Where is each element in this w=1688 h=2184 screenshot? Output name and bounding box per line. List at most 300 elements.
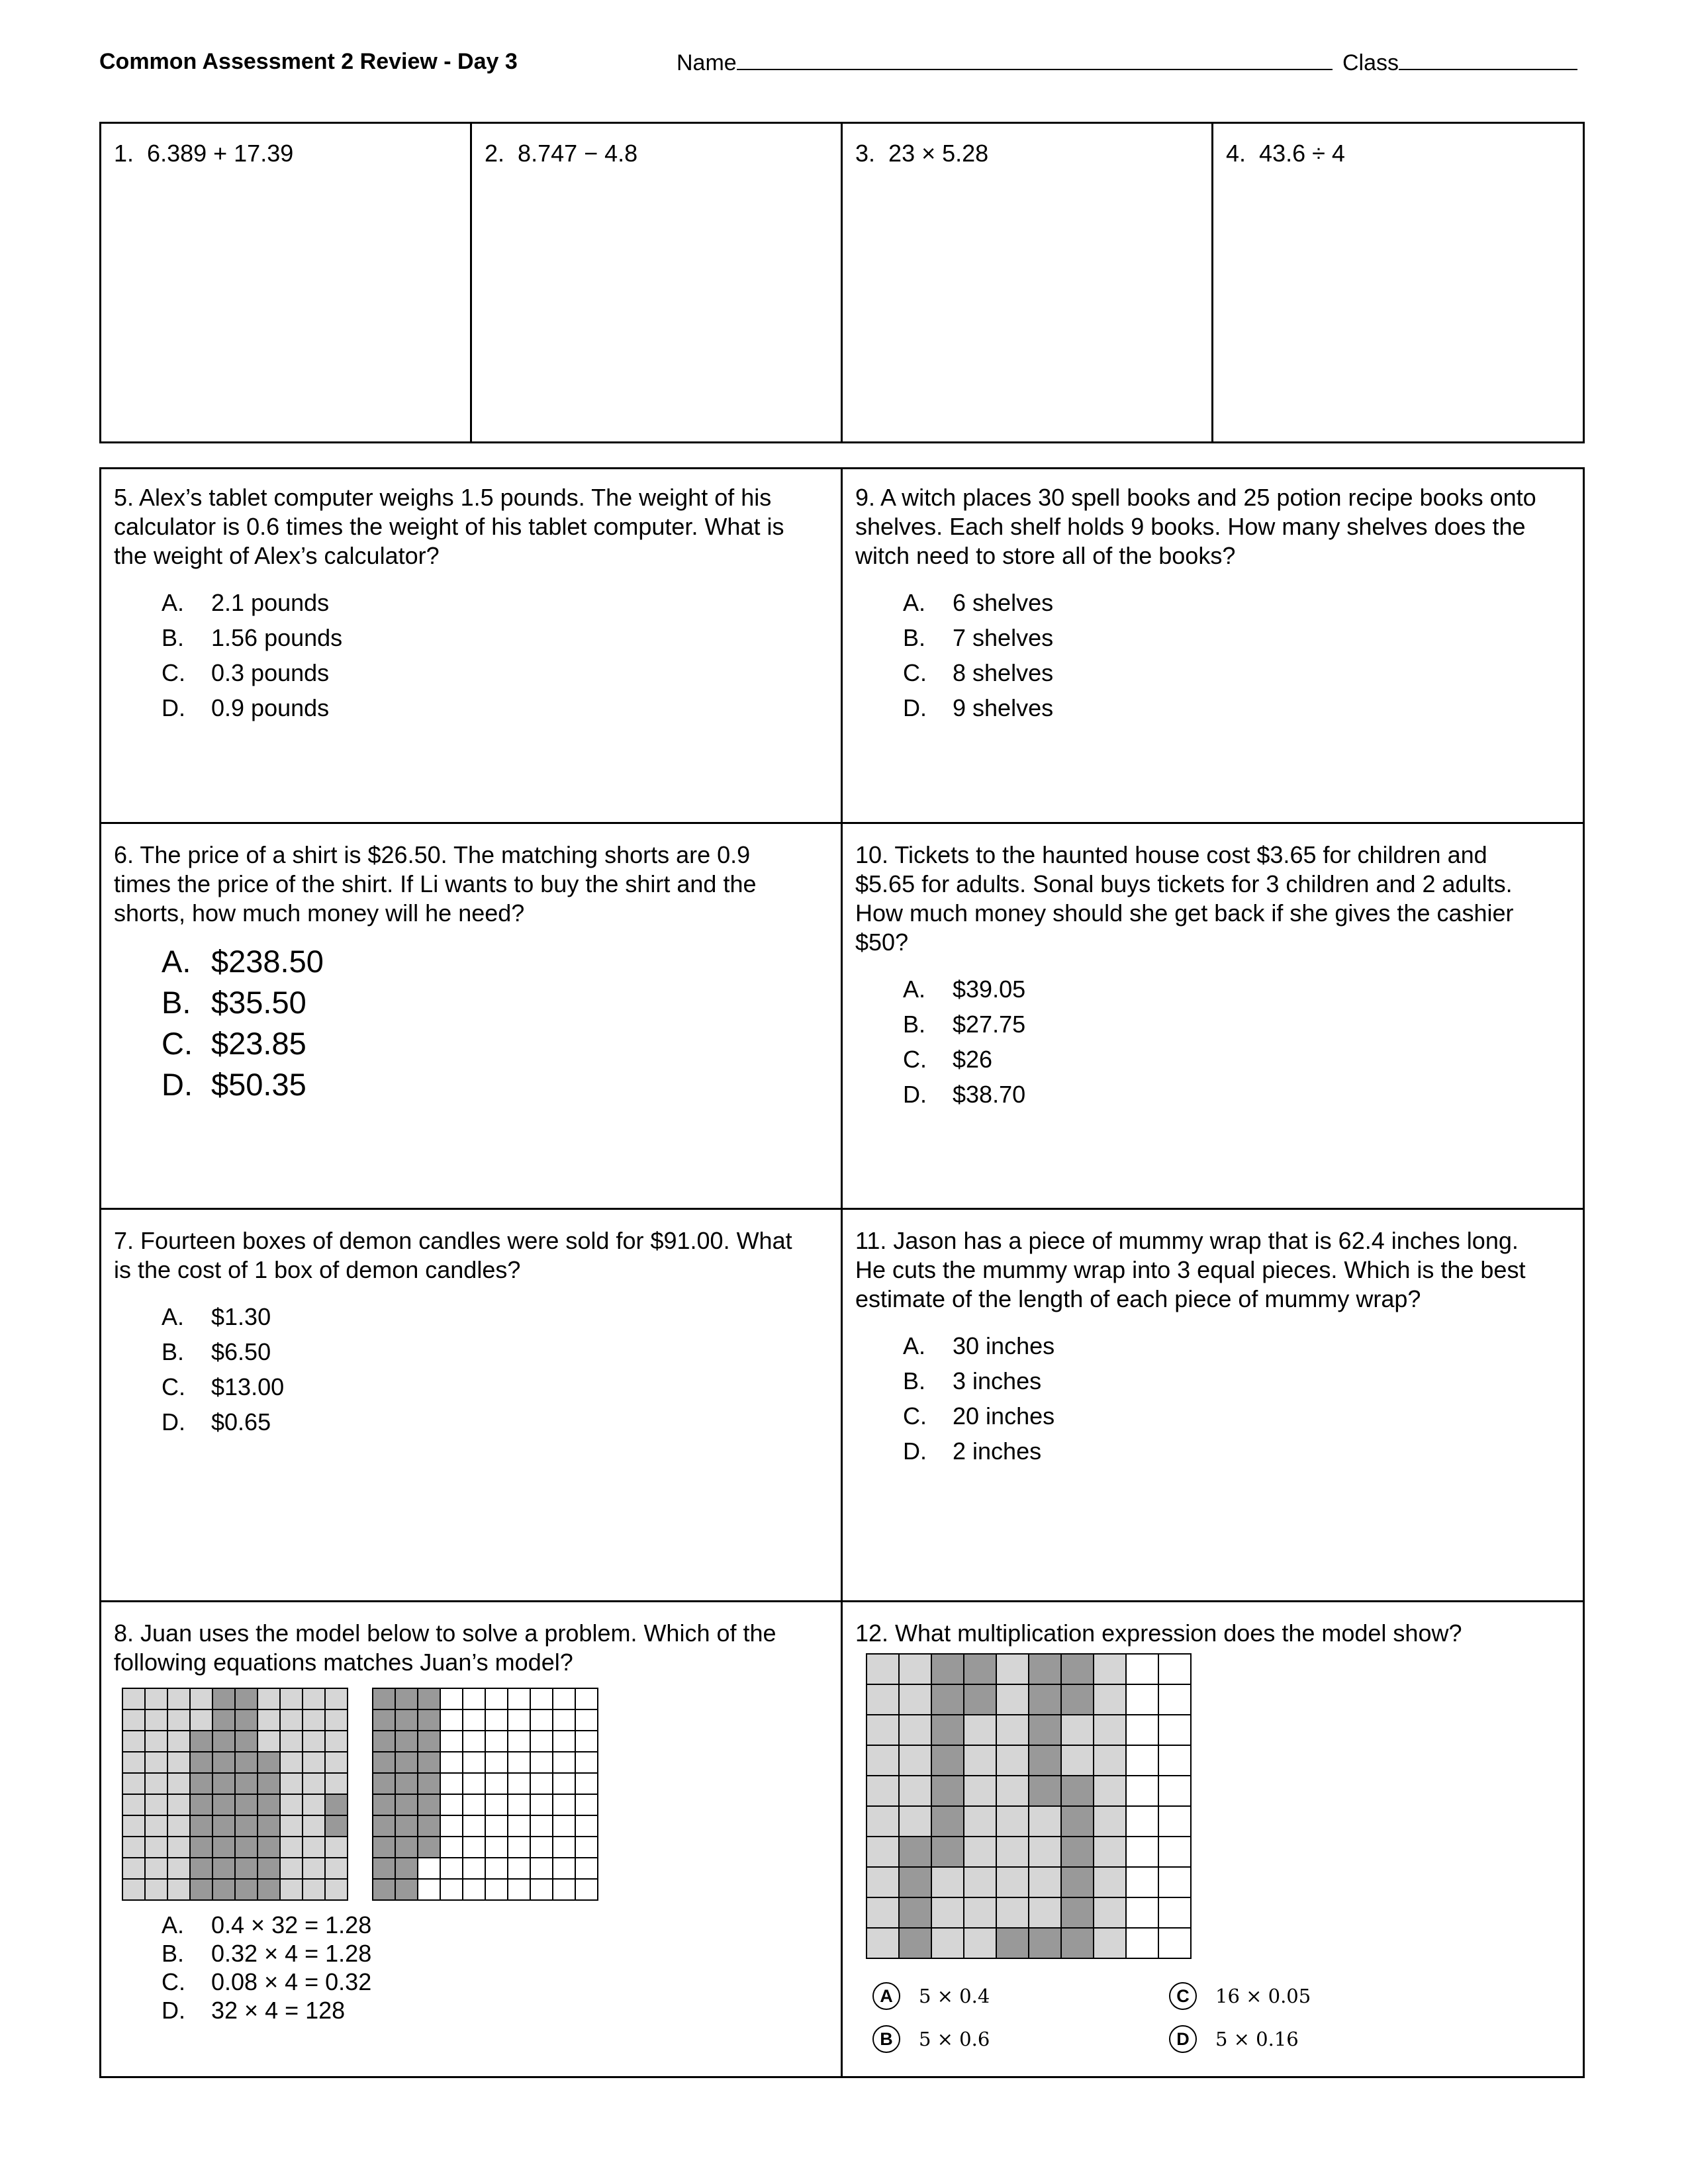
grid-cell	[931, 1897, 964, 1928]
grid-cell	[1094, 1897, 1126, 1928]
grid-cell	[899, 1776, 931, 1806]
grid-cell	[508, 1879, 530, 1900]
grid-cell	[964, 1776, 996, 1806]
option-c-circle-icon: C	[1169, 1982, 1197, 2010]
grid-cell	[553, 1837, 575, 1858]
grid-cell	[931, 1654, 964, 1684]
grid-cell	[996, 1806, 1029, 1837]
worksheet-title: Common Assessment 2 Review - Day 3	[99, 49, 518, 74]
grid-cell	[258, 1879, 280, 1900]
grid-cell	[303, 1773, 325, 1794]
grid-cell	[931, 1806, 964, 1837]
grid-cell	[212, 1837, 235, 1858]
grid-cell	[145, 1879, 167, 1900]
grid-cell	[1094, 1928, 1126, 1958]
grid-cell	[508, 1837, 530, 1858]
grid-cell	[440, 1837, 463, 1858]
grid-cell	[122, 1731, 145, 1752]
grid-cell	[899, 1837, 931, 1867]
grid-cell	[1061, 1806, 1094, 1837]
grid-cell	[122, 1837, 145, 1858]
grid-cell	[575, 1858, 598, 1879]
grid-cell	[418, 1837, 440, 1858]
grid-cell	[931, 1867, 964, 1897]
grid-cell	[463, 1858, 485, 1879]
grid-cell	[418, 1794, 440, 1815]
grid-cell	[122, 1709, 145, 1731]
question-11: 11. Jason has a piece of mummy wrap that is 62.4 inches long. He cuts the mummy wrap into 3 equal pieces. Which is the best estimate of the length of each piece of mummy wrap? A. 30 inches B. 3 inches C. 20 inches D. 2 inches	[855, 1226, 1525, 1469]
grid-cell	[167, 1794, 190, 1815]
grid-cell	[1029, 1715, 1061, 1745]
grid-cell	[190, 1709, 212, 1731]
grid-cell	[1029, 1897, 1061, 1928]
grid-cell	[325, 1794, 348, 1815]
grid-cell	[418, 1709, 440, 1731]
grid-cell	[167, 1858, 190, 1879]
grid-cell	[964, 1654, 996, 1684]
q12-hundred-grid-model	[865, 1653, 1192, 1961]
grid-cell	[899, 1745, 931, 1776]
grid-cell	[899, 1897, 931, 1928]
grid-cell	[530, 1858, 553, 1879]
grid-cell	[280, 1879, 303, 1900]
q10-choice-d[interactable]: D. $38.70	[903, 1081, 1026, 1108]
grid-cell	[575, 1815, 598, 1837]
grid-cell	[1094, 1684, 1126, 1715]
grid-cell	[996, 1928, 1029, 1958]
grid-cell	[440, 1688, 463, 1709]
q7-choice-a[interactable]: A. $1.30	[162, 1303, 271, 1330]
grid-cell	[1029, 1928, 1061, 1958]
grid-cell	[553, 1858, 575, 1879]
q8-choice-a[interactable]: A. 0.4 × 32 = 1.28	[162, 1911, 372, 1938]
question-7: 7. Fourteen boxes of demon candles were sold for $91.00. What is the cost of 1 box of demon candles? A. $1.30 B. $6.50 C. $13.00 D. $0.65	[114, 1226, 792, 1439]
q10-choice-b[interactable]: B. $27.75	[903, 1011, 1026, 1038]
grid-cell	[931, 1928, 964, 1958]
grid-cell	[373, 1858, 395, 1879]
grid-cell	[530, 1752, 553, 1773]
q9-choice-b[interactable]: B. 7 shelves	[903, 624, 1054, 651]
grid-cell	[1061, 1745, 1094, 1776]
grid-cell	[1126, 1684, 1158, 1715]
grid-cell	[258, 1815, 280, 1837]
problem-4[interactable]: 4. 43.6 ÷ 4	[1226, 140, 1345, 167]
grid-cell	[530, 1837, 553, 1858]
grid-cell	[395, 1709, 418, 1731]
grid-cell	[235, 1688, 258, 1709]
grid-cell	[530, 1794, 553, 1815]
q12-option-c[interactable]: C 16 × 0.05	[1169, 1982, 1311, 2010]
grid-cell	[1158, 1715, 1191, 1745]
grid-cell	[867, 1654, 899, 1684]
grid-cell	[508, 1794, 530, 1815]
grid-cell	[867, 1806, 899, 1837]
grid-cell	[996, 1715, 1029, 1745]
grid-cell	[1094, 1837, 1126, 1867]
grid-cell	[463, 1752, 485, 1773]
grid-cell	[867, 1928, 899, 1958]
q12-option-b[interactable]: B 5 × 0.6	[872, 2025, 990, 2053]
grid-cell	[167, 1688, 190, 1709]
q5-choice-c[interactable]: C. 0.3 pounds	[162, 659, 330, 686]
grid-cell	[395, 1858, 418, 1879]
grid-cell	[996, 1745, 1029, 1776]
grid-cell	[508, 1773, 530, 1794]
grid-cell	[899, 1715, 931, 1745]
grid-cell	[325, 1731, 348, 1752]
q6-choice-c[interactable]: C. $23.85	[162, 1026, 306, 1061]
grid-cell	[899, 1684, 931, 1715]
grid-cell	[1126, 1715, 1158, 1745]
grid-cell	[530, 1709, 553, 1731]
grid-cell	[463, 1794, 485, 1815]
q8-hundred-grid-model-1	[121, 1687, 349, 1902]
grid-cell	[463, 1773, 485, 1794]
q6-choice-d[interactable]: D. $50.35	[162, 1067, 306, 1102]
grid-cell	[280, 1752, 303, 1773]
grid-cell	[867, 1837, 899, 1867]
grid-cell	[1158, 1806, 1191, 1837]
q11-choice-b[interactable]: B. 3 inches	[903, 1367, 1042, 1394]
q9-choice-a[interactable]: A. 6 shelves	[903, 589, 1054, 616]
grid-cell	[508, 1858, 530, 1879]
grid-cell	[258, 1773, 280, 1794]
grid-cell	[530, 1731, 553, 1752]
q12-option-a[interactable]: A 5 × 0.4	[872, 1982, 990, 2010]
grid-cell	[190, 1688, 212, 1709]
q11-choice-d[interactable]: D. 2 inches	[903, 1437, 1042, 1465]
grid-cell	[395, 1837, 418, 1858]
grid-cell	[373, 1794, 395, 1815]
grid-cell	[395, 1815, 418, 1837]
grid-cell	[280, 1858, 303, 1879]
grid-cell	[485, 1709, 508, 1731]
grid-cell	[190, 1837, 212, 1858]
q5-choice-a[interactable]: A. 2.1 pounds	[162, 589, 330, 616]
grid-cell	[235, 1709, 258, 1731]
grid-cell	[212, 1794, 235, 1815]
grid-cell	[867, 1715, 899, 1745]
grid-cell	[931, 1684, 964, 1715]
grid-cell	[145, 1815, 167, 1837]
grid-cell	[145, 1731, 167, 1752]
grid-cell	[1061, 1715, 1094, 1745]
grid-cell	[325, 1879, 348, 1900]
grid-cell	[1126, 1806, 1158, 1837]
grid-cell	[575, 1731, 598, 1752]
grid-cell	[303, 1879, 325, 1900]
problem-1[interactable]: 1. 6.389 + 17.39	[114, 140, 294, 167]
q8-choice-c[interactable]: C. 0.08 × 4 = 0.32	[162, 1968, 372, 1995]
q8-choice-b[interactable]: B. 0.32 × 4 = 1.28	[162, 1940, 372, 1967]
grid-cell	[485, 1752, 508, 1773]
grid-cell	[325, 1815, 348, 1837]
grid-cell	[553, 1794, 575, 1815]
grid-cell	[485, 1815, 508, 1837]
grid-cell	[899, 1928, 931, 1958]
grid-cell	[122, 1815, 145, 1837]
grid-cell	[530, 1879, 553, 1900]
grid-cell	[418, 1773, 440, 1794]
grid-cell	[899, 1806, 931, 1837]
grid-cell	[395, 1688, 418, 1709]
grid-cell	[167, 1879, 190, 1900]
grid-cell	[373, 1815, 395, 1837]
grid-cell	[190, 1815, 212, 1837]
grid-cell	[303, 1858, 325, 1879]
q6-choice-a[interactable]: A. $238.50	[162, 944, 324, 979]
grid-cell	[931, 1837, 964, 1867]
grid-cell	[463, 1815, 485, 1837]
grid-cell	[931, 1745, 964, 1776]
grid-cell	[553, 1688, 575, 1709]
name-label: Name	[677, 50, 737, 75]
grid-cell	[1094, 1867, 1126, 1897]
grid-cell	[553, 1752, 575, 1773]
grid-cell	[1158, 1897, 1191, 1928]
grid-cell	[1158, 1776, 1191, 1806]
grid-cell	[395, 1794, 418, 1815]
grid-cell	[996, 1654, 1029, 1684]
grid-cell	[575, 1837, 598, 1858]
grid-cell	[964, 1684, 996, 1715]
grid-cell	[1126, 1867, 1158, 1897]
grid-cell	[280, 1773, 303, 1794]
grid-cell	[373, 1837, 395, 1858]
grid-cell	[996, 1867, 1029, 1897]
problem-2[interactable]: 2. 8.747 − 4.8	[485, 140, 638, 167]
q8-choices	[114, 1911, 371, 2025]
grid-cell	[964, 1867, 996, 1897]
grid-cell	[440, 1794, 463, 1815]
grid-cell	[325, 1773, 348, 1794]
grid-cell	[167, 1773, 190, 1794]
problem-3[interactable]: 3. 23 × 5.28	[855, 140, 989, 167]
grid-cell	[145, 1752, 167, 1773]
option-a-circle-icon: A	[872, 1982, 900, 2010]
grid-cell	[463, 1837, 485, 1858]
grid-cell	[235, 1752, 258, 1773]
grid-cell	[212, 1858, 235, 1879]
grid-cell	[167, 1731, 190, 1752]
grid-cell	[485, 1773, 508, 1794]
grid-cell	[235, 1731, 258, 1752]
grid-cell	[1094, 1776, 1126, 1806]
grid-cell	[1094, 1715, 1126, 1745]
q11-choice-c[interactable]: C. 20 inches	[903, 1402, 1055, 1430]
q5-choice-b[interactable]: B. 1.56 pounds	[162, 624, 343, 651]
grid-cell	[418, 1815, 440, 1837]
grid-cell	[1029, 1654, 1061, 1684]
grid-cell	[325, 1709, 348, 1731]
q9-choice-c[interactable]: C. 8 shelves	[903, 659, 1054, 686]
grid-cell	[1061, 1837, 1094, 1867]
grid-cell	[463, 1879, 485, 1900]
grid-cell	[508, 1752, 530, 1773]
grid-cell	[931, 1776, 964, 1806]
grid-cell	[508, 1709, 530, 1731]
grid-cell	[122, 1688, 145, 1709]
q9-choice-d[interactable]: D. 9 shelves	[903, 694, 1054, 721]
grid-cell	[931, 1715, 964, 1745]
grid-cell	[1029, 1867, 1061, 1897]
grid-cell	[325, 1752, 348, 1773]
grid-cell	[418, 1688, 440, 1709]
grid-cell	[1094, 1745, 1126, 1776]
q7-choice-c[interactable]: C. $13.00	[162, 1373, 285, 1400]
grid-cell	[190, 1879, 212, 1900]
grid-cell	[145, 1858, 167, 1879]
grid-cell	[212, 1815, 235, 1837]
grid-cell	[463, 1688, 485, 1709]
q5-choice-d[interactable]: D. 0.9 pounds	[162, 694, 330, 721]
grid-cell	[395, 1731, 418, 1752]
q8-hundred-grid-model-2	[371, 1687, 599, 1902]
grid-cell	[508, 1731, 530, 1752]
grid-cell	[373, 1731, 395, 1752]
option-d-circle-icon: D	[1169, 2025, 1197, 2053]
grid-cell	[235, 1879, 258, 1900]
grid-cell	[530, 1773, 553, 1794]
grid-cell	[122, 1773, 145, 1794]
grid-cell	[373, 1752, 395, 1773]
grid-cell	[1061, 1897, 1094, 1928]
grid-cell	[258, 1731, 280, 1752]
grid-cell	[212, 1773, 235, 1794]
grid-cell	[212, 1752, 235, 1773]
grid-cell	[235, 1773, 258, 1794]
grid-cell	[258, 1709, 280, 1731]
grid-cell	[1061, 1654, 1094, 1684]
option-b-circle-icon: B	[872, 2025, 900, 2053]
grid-cell	[373, 1688, 395, 1709]
grid-cell	[235, 1858, 258, 1879]
grid-cell	[1029, 1806, 1061, 1837]
grid-cell	[1061, 1776, 1094, 1806]
grid-cell	[1158, 1867, 1191, 1897]
grid-cell	[167, 1752, 190, 1773]
grid-cell	[235, 1837, 258, 1858]
grid-cell	[440, 1773, 463, 1794]
grid-cell	[258, 1858, 280, 1879]
grid-cell	[485, 1879, 508, 1900]
grid-cell	[395, 1752, 418, 1773]
question-5: 5. Alex’s tablet computer weighs 1.5 pounds. The weight of his calculator is 0.6 times the weight of his tablet computer. What is the weight of Alex’s calculator? A. 2.1 pounds B. 1.56 pounds C. 0.3 pounds D. 0.9 pounds	[114, 483, 784, 725]
grid-cell	[867, 1684, 899, 1715]
grid-cell	[553, 1815, 575, 1837]
q10-choice-c[interactable]: C. $26	[903, 1046, 993, 1073]
grid-cell	[190, 1794, 212, 1815]
grid-cell	[280, 1709, 303, 1731]
question-9: 9. A witch places 30 spell books and 25 potion recipe books onto shelves. Each shelf holds 9 books. How many shelves does the witch need to store all of the books? A. 6 shelves B. 7 shelves C. 8 shelves D. 9 shelves	[855, 483, 1536, 725]
grid-cell	[235, 1794, 258, 1815]
grid-cell	[440, 1815, 463, 1837]
grid-cell	[553, 1773, 575, 1794]
class-field[interactable]	[1342, 49, 1577, 76]
grid-cell	[303, 1752, 325, 1773]
q10-choice-a[interactable]: A. $39.05	[903, 976, 1026, 1003]
grid-cell	[1029, 1684, 1061, 1715]
grid-cell	[899, 1654, 931, 1684]
grid-cell	[964, 1806, 996, 1837]
grid-cell	[1126, 1654, 1158, 1684]
grid-cell	[280, 1837, 303, 1858]
grid-cell	[303, 1688, 325, 1709]
grid-cell	[530, 1688, 553, 1709]
grid-cell	[1029, 1745, 1061, 1776]
grid-cell	[373, 1709, 395, 1731]
grid-cell	[575, 1709, 598, 1731]
grid-cell	[418, 1752, 440, 1773]
grid-cell	[485, 1688, 508, 1709]
name-field[interactable]	[677, 49, 1333, 76]
q12-option-d[interactable]: D 5 × 0.16	[1169, 2025, 1299, 2053]
grid-cell	[145, 1709, 167, 1731]
grid-cell	[867, 1897, 899, 1928]
grid-cell	[508, 1688, 530, 1709]
grid-cell	[1094, 1654, 1126, 1684]
q6-choice-b[interactable]: B. $35.50	[162, 985, 306, 1020]
grid-cell	[145, 1837, 167, 1858]
grid-cell	[440, 1752, 463, 1773]
grid-cell	[508, 1815, 530, 1837]
grid-cell	[303, 1815, 325, 1837]
grid-cell	[485, 1858, 508, 1879]
grid-cell	[1029, 1776, 1061, 1806]
grid-cell	[463, 1709, 485, 1731]
grid-cell	[1158, 1654, 1191, 1684]
grid-cell	[964, 1745, 996, 1776]
grid-cell	[145, 1794, 167, 1815]
class-label: Class	[1342, 50, 1399, 75]
grid-cell	[212, 1709, 235, 1731]
grid-cell	[899, 1867, 931, 1897]
grid-cell	[373, 1879, 395, 1900]
grid-cell	[395, 1773, 418, 1794]
grid-cell	[530, 1815, 553, 1837]
grid-cell	[303, 1794, 325, 1815]
q8-choice-d[interactable]: D. 32 × 4 = 128	[162, 1997, 346, 2024]
grid-cell	[235, 1815, 258, 1837]
question-8: 8. Juan uses the model below to solve a problem. Which of the following equations matches Juan’s model?	[114, 1619, 776, 1676]
grid-cell	[190, 1773, 212, 1794]
q7-choice-d[interactable]: D. $0.65	[162, 1408, 271, 1435]
grid-cell	[440, 1709, 463, 1731]
grid-cell	[575, 1688, 598, 1709]
grid-cell	[996, 1684, 1029, 1715]
grid-cell	[325, 1858, 348, 1879]
grid-cell	[867, 1745, 899, 1776]
q11-choice-a[interactable]: A. 30 inches	[903, 1332, 1055, 1359]
grid-cell	[553, 1731, 575, 1752]
grid-cell	[122, 1879, 145, 1900]
grid-cell	[440, 1879, 463, 1900]
q7-choice-b[interactable]: B. $6.50	[162, 1338, 271, 1365]
grid-cell	[575, 1879, 598, 1900]
grid-cell	[1126, 1897, 1158, 1928]
grid-cell	[258, 1837, 280, 1858]
question-10: 10. Tickets to the haunted house cost $3.65 for children and $5.65 for adults. Sonal buys tickets for 3 children and 2 adults. How much money should she get back if she gives the cashier $50? A. $39.05 B. $27.75 C. $26 D. $38.70	[855, 841, 1514, 1112]
grid-cell	[1061, 1684, 1094, 1715]
grid-cell	[190, 1858, 212, 1879]
grid-cell	[485, 1837, 508, 1858]
grid-cell	[1126, 1928, 1158, 1958]
grid-cell	[440, 1858, 463, 1879]
grid-cell	[325, 1837, 348, 1858]
grid-cell	[167, 1837, 190, 1858]
grid-cell	[212, 1731, 235, 1752]
grid-cell	[122, 1752, 145, 1773]
